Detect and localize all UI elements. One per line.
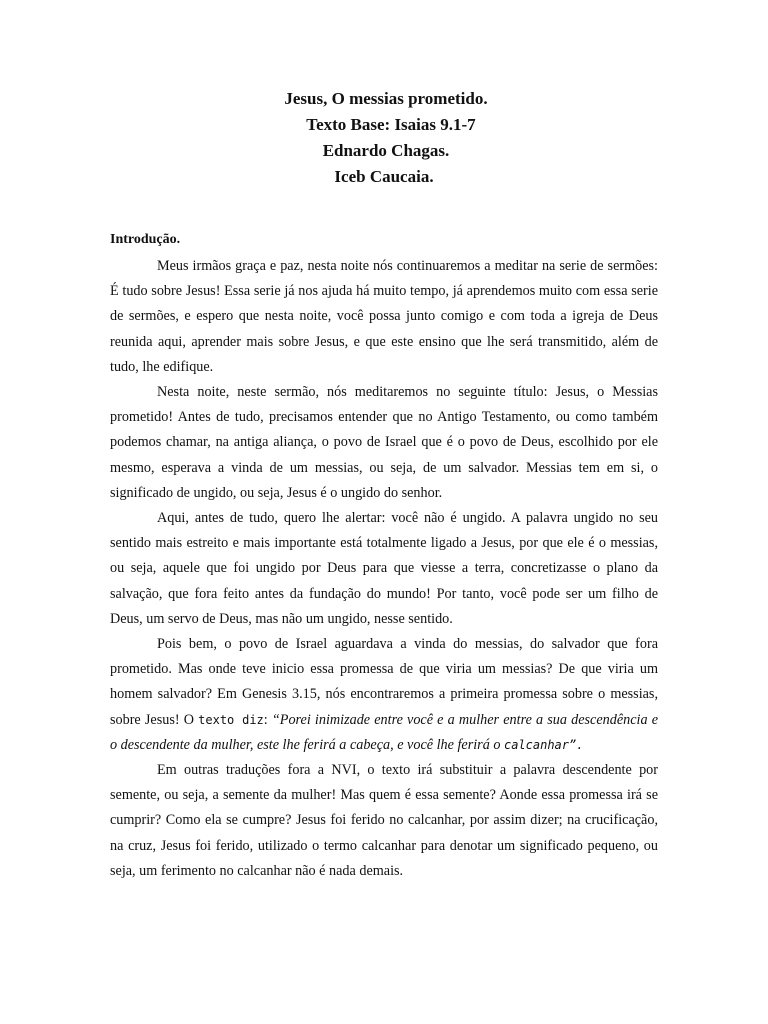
paragraph-4-lead: Pois bem, o povo de Israel aguardava a vinda do messias, do salvador que fora prometido. Mas onde teve inicio essa promessa de que viria um messias? De que viria um homem salvador? Em Genesis 3.15, nós encontraremos a primeira promessa sobre o messias, sobre Jesus! O xyxy=(110,636,658,728)
paragraph-2: Nesta noite, neste sermão, nós meditaremos no seguinte título: Jesus, o Messias prometido! Antes de tudo, precisamos entender que no Antigo Testamento, ou como também podemos chamar, na antiga aliança, o povo de Israel que é o povo de Deus, escolhido por ele mesmo, esperava a vinda de um messias, ou seja, de um salvador. Messias tem em si, o significado de ungido, ou seja, Jesus é o ungido do senhor. xyxy=(110,384,658,501)
paragraph-3: Aqui, antes de tudo, quero lhe alertar: você não é ungido. A palavra ungido no seu sentido mais estreito e mais importante está totalmente ligado a Jesus, por que ele é o messias, ou seja, aquele que foi ungido por Deus para que viesse a terra, concretizasse o plano da salvação, que fora feito antes da fundação do mundo! Por tanto, você pode ser um filho de Deus, um servo de Deus, mas não um ungido, nesse sentido. xyxy=(110,510,658,627)
document-title-block xyxy=(0,86,768,190)
base-text-reference: Texto Base: Isaias 9.1-7 xyxy=(306,115,476,134)
paragraph-4-colon: : xyxy=(263,711,272,728)
genesis-quote-tail: calcanhar”. xyxy=(503,737,584,752)
sermon-title: Jesus, O messias prometido. xyxy=(284,89,488,108)
section-heading-introduction: Introdução. xyxy=(110,232,181,247)
paragraph-4 xyxy=(110,632,658,758)
church-name: Iceb Caucaia. xyxy=(334,167,434,186)
document-body xyxy=(110,254,658,884)
paragraph-4-mono-phrase: texto diz xyxy=(198,712,264,727)
author-name: Ednardo Chagas. xyxy=(322,141,450,160)
genesis-quote: “Porei inimizade entre você e a mulher entre a sua descendência e o descendente da mulher, este lhe ferirá a cabeça, e você lhe ferirá o xyxy=(110,711,659,753)
paragraph-1: Meus irmãos graça e paz, nesta noite nós continuaremos a meditar na serie de sermões: É tudo sobre Jesus! Essa serie já nos ajuda há muito tempo, já aprendemos muito com essa serie de sermões, e espero que nesta noite, você possa junto comigo e com toda a igreja de Deus reunida aqui, aprender mais sobre Jesus, e que este ensino que lhe será transmitido, além de tudo, lhe edifique. xyxy=(110,258,658,375)
paragraph-5: Em outras traduções fora a NVI, o texto irá substituir a palavra descendente por semente, ou seja, a semente da mulher! Mas quem é essa semente? Aonde essa promessa irá se cumprir? Como ela se cumpre? Jesus foi ferido no calcanhar, por assim dizer; na crucificação, na cruz, Jesus foi ferido, utilizado o termo calcanhar para denotar um significado pequeno, ou seja, um ferimento no calcanhar não é nada demais. xyxy=(110,762,658,879)
